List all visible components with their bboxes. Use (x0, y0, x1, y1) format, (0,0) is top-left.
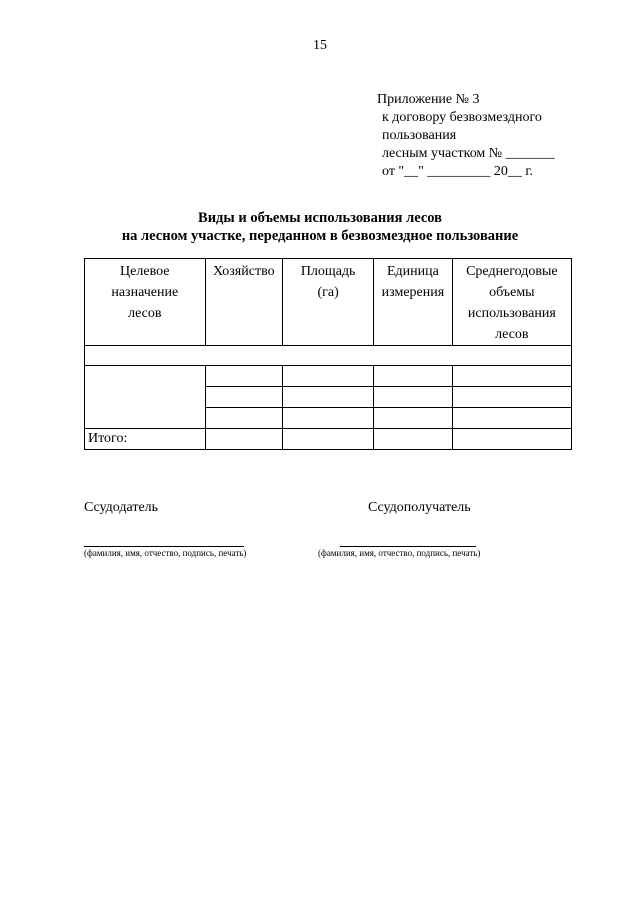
header-unit (374, 259, 453, 346)
appendix-line: лесным участком № _______ (382, 146, 555, 161)
table-cell (452, 366, 571, 387)
table-cell (283, 408, 374, 429)
header-text: лесов (495, 327, 529, 342)
total-label: Итого: (85, 429, 206, 450)
header-annual-volume (452, 259, 571, 346)
header-text: Единица (386, 264, 439, 279)
borrower-label: Ссудополучатель (368, 500, 471, 515)
header-area (283, 259, 374, 346)
appendix-block (374, 91, 555, 181)
page-number: 15 (313, 38, 327, 53)
appendix-line: Приложение № 3 (377, 92, 480, 107)
table-cell (283, 429, 374, 450)
borrower-signature-line (340, 546, 476, 547)
table-header-row (85, 259, 572, 346)
header-text: измерения (381, 285, 445, 300)
header-text: Целевое (120, 264, 170, 279)
title-line: Виды и объемы использования лесов (198, 210, 442, 226)
appendix-line: от "__" _________ 20__ г. (382, 164, 534, 179)
table-cell (205, 429, 283, 450)
table-row (85, 366, 572, 387)
table-cell (374, 387, 453, 408)
header-text: назначение (111, 285, 179, 300)
table-cell (85, 366, 206, 429)
table-cell (374, 408, 453, 429)
table-cell (283, 387, 374, 408)
borrower-signature-caption: (фамилия, имя, отчество, подпись, печать) (318, 548, 481, 558)
lender-label: Ссудодатель (84, 500, 159, 515)
lender-signature-line (84, 546, 244, 547)
header-text: использования (467, 306, 556, 321)
table-cell (85, 346, 572, 366)
forest-usage-table (84, 258, 572, 450)
header-text: лесов (128, 306, 162, 321)
table-row (85, 346, 572, 366)
appendix-line: к договору безвозмездного (382, 110, 542, 125)
table-cell (452, 429, 571, 450)
table-total-row (85, 429, 572, 450)
table-cell (374, 366, 453, 387)
appendix-line: пользования (382, 128, 457, 143)
table-cell (452, 387, 571, 408)
title-line: на лесном участке, переданном в безвозмездное пользование (121, 228, 519, 244)
header-text: Хозяйство (213, 264, 275, 279)
table-cell (205, 387, 283, 408)
lender-signature-caption: (фамилия, имя, отчество, подпись, печать) (84, 548, 247, 558)
header-text: (га) (317, 285, 339, 300)
table-cell (452, 408, 571, 429)
header-text: Среднегодовые (466, 264, 558, 279)
header-text: Площадь (300, 264, 356, 279)
table-cell (374, 429, 453, 450)
header-farm (205, 259, 283, 346)
header-text: объемы (489, 285, 535, 300)
table-cell (205, 408, 283, 429)
table-cell (283, 366, 374, 387)
header-purpose (85, 259, 206, 346)
document-title (0, 209, 640, 245)
table-cell (205, 366, 283, 387)
